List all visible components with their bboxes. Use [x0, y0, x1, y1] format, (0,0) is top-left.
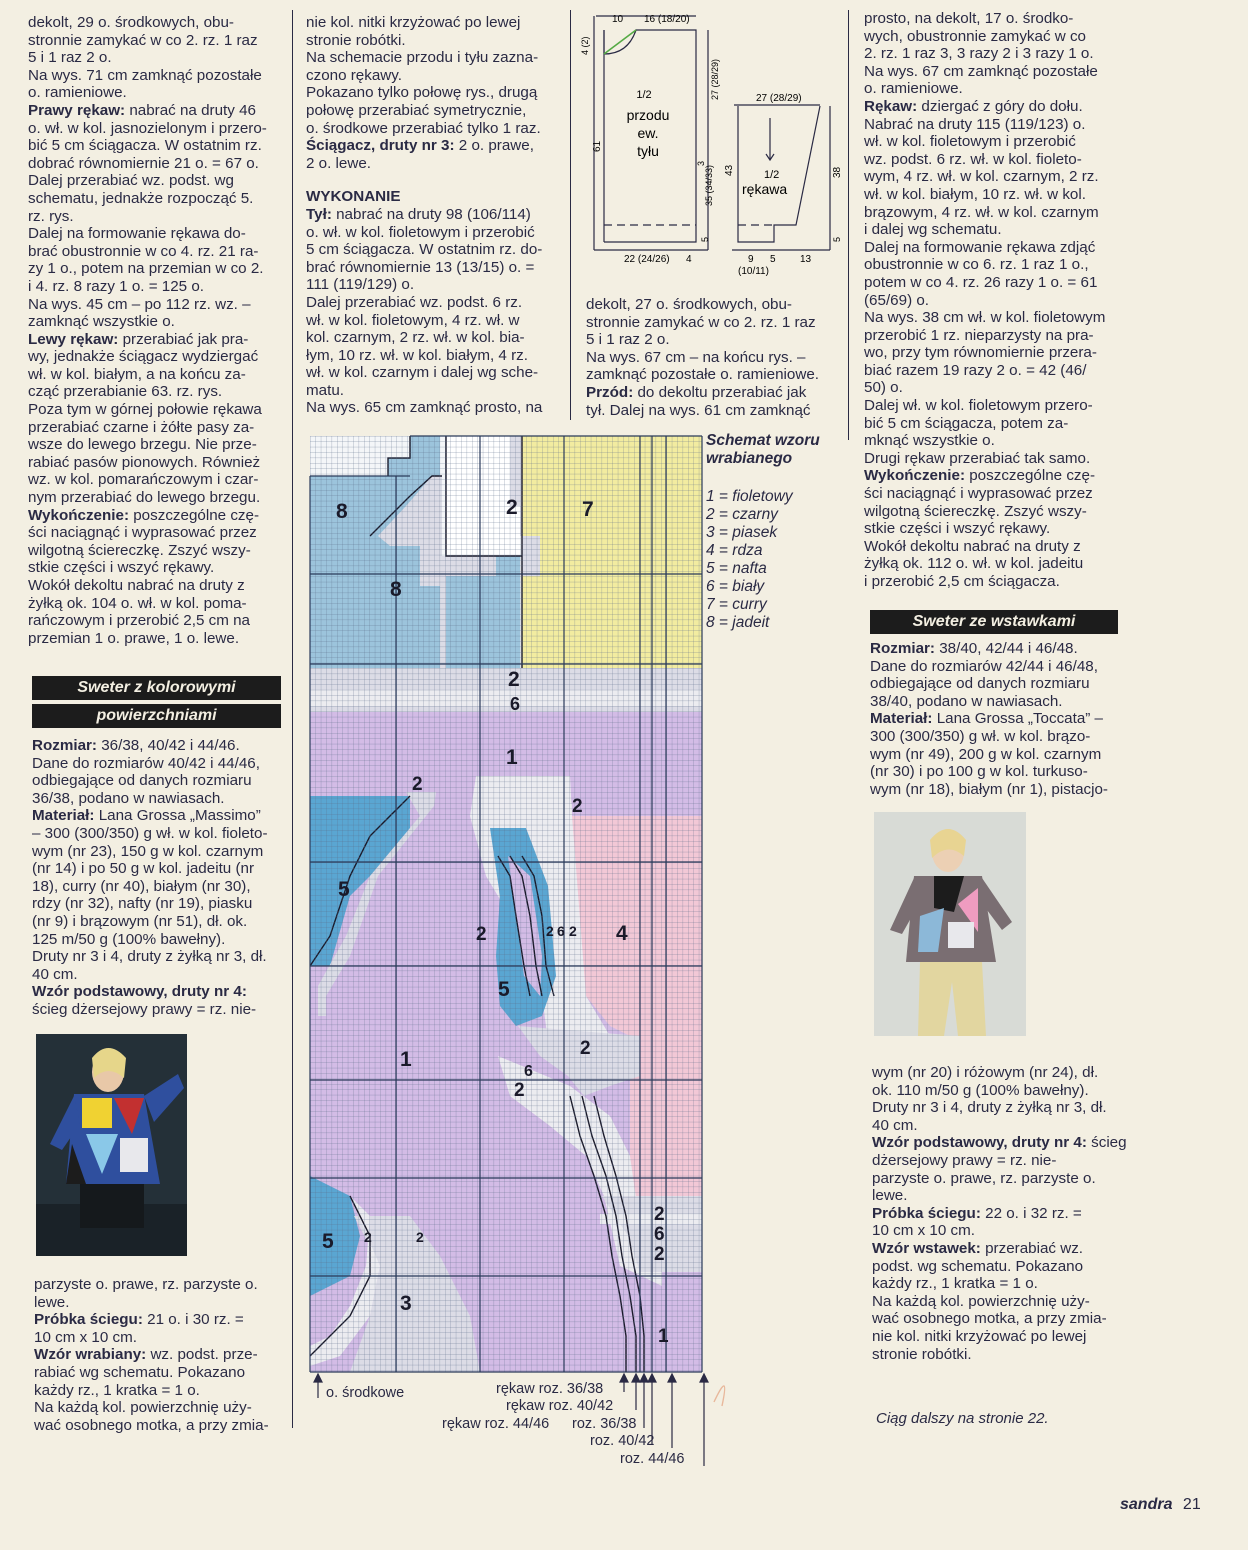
chart-label-2i: 2: [514, 1080, 525, 1101]
rekaw-text-line-19: mknąć wszystkie o.: [864, 432, 995, 450]
section2-header: [870, 610, 1118, 638]
rozmiar-text-line-2: odbiegające od danych rozmiaru: [32, 772, 252, 790]
material-text-line-0: Lana Grossa „Massimo”: [98, 807, 261, 825]
prawy-rekaw-text: [28, 102, 267, 330]
chart-label-1a: 1: [506, 746, 518, 769]
col3-text-line-3: Na wys. 67 cm – na końcu rys. –: [586, 348, 806, 366]
prawy-rekaw-text-line-2: bić 5 cm ściągacza. W ostatnim rz.: [28, 137, 262, 155]
rekaw-text-line-3: wz. podst. 6 rz. wł. w kol. fioleto-: [864, 150, 1082, 168]
column-1: [28, 14, 282, 647]
chart-label-5c: 5: [322, 1230, 334, 1253]
lewy-rekaw-text-line-5: przerabiać czarne i żółte pasy za-: [28, 418, 255, 436]
photo-sweater-colored: [36, 1034, 187, 1256]
tyl-text-line-0: nabrać na druty 98 (106/114): [336, 205, 531, 223]
chart-label-2b: 2: [508, 668, 520, 691]
wykonczenie-text-line-5: żyłką ok. 104 o. wł. w kol. poma-: [28, 594, 247, 612]
section1-title-line2: powierzchniami: [32, 704, 281, 728]
wzor-wstawek-text-line-5: nie kol. nitki krzyżować po lewej: [872, 1327, 1087, 1345]
probka1-text-line-0: 21 o. i 30 rz. =: [147, 1311, 244, 1329]
rozmiar2-text-line-2: odbiegające od danych rozmiaru: [870, 675, 1090, 693]
schem-bottom-4: 4: [686, 254, 692, 265]
probka2-label: Próbka ściegu:: [872, 1204, 981, 1222]
col4-after-text: [872, 1064, 1128, 1134]
legend-item-2: 2 = czarny: [706, 506, 778, 523]
chart-label-2e: 2: [476, 924, 487, 945]
wzor-wstawek-label: Wzór wstawek:: [872, 1239, 981, 1257]
wzor-wstawek-text-line-3: Na każdą kol. powierzchnię uży-: [872, 1292, 1090, 1310]
rozmiar-text-line-3: 36/38, podano w nawiasach.: [32, 789, 225, 807]
legend-item-5: 5 = nafta: [706, 560, 767, 577]
chart-label-8a: 8: [336, 500, 348, 523]
legend-item-4: 4 = rdza: [706, 542, 763, 559]
probka2-text-line-0: 22 o. i 32 rz. =: [985, 1204, 1082, 1222]
col2-intro-line-1: stronie robótki.: [306, 31, 406, 49]
rekaw-text-line-5: wł. w kol. białym, 10 rz. wł. w kol.: [864, 185, 1086, 203]
przod-text-line-0: do dekoltu przerabiać jak: [637, 383, 807, 401]
wzor-wrabiany-label: Wzór wrabiany:: [34, 1346, 147, 1364]
wykonczenie2-text-line-5: żyłką ok. 112 o. wł. w kol. jadeitu: [864, 555, 1084, 573]
rekaw-text-line-16: 50) o.: [864, 379, 903, 397]
material-text-line-3: (nr 14) i po 50 g w kol. jadeitu (nr: [32, 860, 255, 878]
schem-h3: 3: [696, 160, 706, 166]
col4-intro-line-3: Na wys. 67 cm zamknąć pozostałe: [864, 62, 1098, 80]
wzor-wstawek-text: [872, 1240, 1107, 1363]
rozmiar-text-line-0: 36/38, 40/42 i 44/46.: [101, 737, 240, 754]
material-text-line-7: 125 m/50 g (100% bawełny).: [32, 930, 226, 948]
col1-bottom-text-line-0: parzyste o. prawe, rz. parzyste o.: [34, 1276, 258, 1293]
lewy-rekaw-label: Lewy rękaw:: [28, 330, 119, 348]
wzor-wstawek-text-line-4: wać osobnego motka, a przy zmia-: [872, 1310, 1107, 1328]
chart-label-6a: 6: [510, 694, 521, 714]
tyl-text-line-11: Na wys. 65 cm zamknąć prosto, na: [306, 399, 543, 417]
prawy-rekaw-text-line-6: rz. rys.: [28, 207, 74, 225]
chart-label-2m: 2: [416, 1229, 424, 1245]
col4-intro-line-0: prosto, na dekolt, 17 o. środko-: [864, 10, 1074, 27]
page-footer: [1120, 1496, 1201, 1514]
chart-label-2j: 2: [654, 1204, 665, 1225]
roz-1: roz. 36/38: [572, 1416, 637, 1432]
material-text-line-6: (nr 9) i brązowym (nr 51), dł. ok.: [32, 912, 248, 930]
chart-label-2l: 2: [364, 1229, 372, 1245]
chart-label-2c: 2: [412, 774, 423, 795]
material2-text-line-1: 300 (300/350) g wł. w kol. brązo-: [870, 727, 1091, 745]
rekaw-text-line-11: (65/69) o.: [864, 291, 930, 309]
section1-header: [32, 676, 281, 732]
schem-h5: 5: [700, 236, 710, 242]
wykonczenie-text-line-4: Wokół dekoltu nabrać na druty z: [28, 577, 245, 594]
wykonczenie-label: Wykończenie:: [28, 506, 129, 524]
material-text: [32, 807, 268, 982]
lewy-rekaw-text-line-4: Poza tym w górnej połowie rękawa: [28, 401, 262, 419]
rekaw-text-line-1: Nabrać na druty 115 (119/123) o.: [864, 115, 1086, 133]
tyl-text-line-5: Dalej przerabiać wz. podst. 6 rz.: [306, 293, 523, 311]
chart-label-7: 7: [582, 498, 594, 521]
wykonczenie2-label: Wykończenie:: [864, 467, 965, 485]
prawy-rekaw-text-line-12: zamknąć wszystkie o.: [28, 313, 175, 331]
lewy-rekaw-text: [28, 331, 262, 506]
col1-intro-line-1: stronnie zamykać w co 2. rz. 1 raz: [28, 31, 258, 49]
chart-label-3: 3: [400, 1292, 412, 1315]
column-3: [586, 296, 838, 419]
schem-sleeve-center-1: 1/2: [764, 169, 780, 181]
rozmiar2-label: Rozmiar:: [870, 640, 935, 657]
schem-right-top: 27 (28/29): [710, 58, 720, 100]
chart-legend: [706, 432, 820, 632]
column-1-bottom: [34, 1276, 286, 1434]
lewy-rekaw-text-line-8: wz. w kol. pomarańczowym i czar-: [28, 471, 259, 489]
col3-text: [586, 296, 838, 384]
prawy-rekaw-text-line-9: zy 1 o., potem na przemian w co 2.: [28, 260, 264, 278]
schem-center-2: przodu: [626, 107, 670, 123]
tyl-text-line-7: kol. czarnym, 2 rz. wł. w kol. bia-: [306, 329, 525, 347]
wzor-podst-label: Wzór podstawowy, druty nr 4:: [32, 983, 247, 1001]
wzor-wrabiany-text-line-0: wz. podst. prze-: [150, 1346, 258, 1364]
col3-text-line-1: stronnie zamykać w co 2. rz. 1 raz: [586, 313, 816, 331]
przod-label: Przód:: [586, 383, 634, 401]
photo-sweater-inserts: [874, 812, 1026, 1036]
col1-intro-line-2: 5 i 1 raz 2 o.: [28, 49, 112, 67]
legend-title-2: wrabianego: [706, 450, 793, 467]
rekaw-text-line-14: wo, przy tym równomiernie przera-: [864, 344, 1097, 362]
sciagacz-text-line-1: 2 o. lewe.: [306, 154, 372, 172]
col4-intro: [864, 10, 1120, 98]
rekaw-text-line-8: Dalej na formowanie rękawa zdjąć: [864, 238, 1096, 256]
legend-item-3: 3 = piasek: [706, 524, 778, 541]
column-4-bottom: [872, 1064, 1128, 1363]
col3-text-line-4: zamknąć pozostałe o. ramieniowe.: [586, 366, 819, 384]
wykonczenie2-text-line-0: poszczególne czę-: [969, 467, 1096, 485]
tyl-text-line-1: o. wł. w kol. fioletowym i przerobić: [306, 223, 535, 241]
wykonczenie2-text-line-6: i przerobić 2,5 cm ściągacza.: [864, 573, 1060, 590]
chart-label-2k: 2: [654, 1244, 665, 1265]
chart-label-4: 4: [616, 922, 628, 945]
col3-text-line-2: 5 i 1 raz 2 o.: [586, 331, 670, 349]
rekaw-roz-2: rękaw roz. 40/42: [506, 1398, 614, 1414]
col4-intro-line-2: 2. rz. 1 raz 3, 3 razy 2 i 3 razy 1 o.: [864, 45, 1094, 63]
col4-after-text-line-2: Druty nr 3 i 4, druty z żyłką nr 3, dł.: [872, 1099, 1107, 1117]
rozmiar2-text-line-0: 38/40, 42/44 i 46/48.: [939, 640, 1078, 657]
col2-intro-line-3: czono rękawy.: [306, 66, 402, 84]
chart-label-1c: 1: [658, 1326, 669, 1347]
schem-sleeve-left: 43: [724, 164, 735, 176]
schem-sleeve-right: 38: [832, 166, 843, 178]
wykonczenie2-text-line-2: wilgotną ściereczkę. Zszyć wszy-: [864, 502, 1087, 520]
chart-label-6d: 6: [654, 1224, 665, 1245]
chart-label-2g: 2: [569, 923, 577, 939]
column-rule-3: [848, 10, 849, 440]
rozmiar2-text-line-1: Dane do rozmiarów 42/44 i 46/48,: [870, 657, 1098, 675]
lewy-rekaw-text-line-7: rabiać pasów pionowych. Również: [28, 453, 261, 471]
schem-sleeve-bottom-b: 5: [770, 254, 776, 265]
chart-label-2d: 2: [572, 796, 583, 817]
wykonczenie-text-line-3: stkie części i wszyć rękawy.: [28, 559, 215, 577]
col1-bottom-text: [34, 1276, 286, 1311]
rekaw-text-line-6: brązowym, 4 rz. wł. w kol. czarnym: [864, 203, 1099, 221]
roz-3: roz. 44/46: [620, 1451, 685, 1467]
material-text-line-5: rdzy (nr 32), nafty (nr 19), piasku: [32, 895, 253, 913]
lewy-rekaw-text-line-2: wł. w kol. białym, a na końcu za-: [28, 365, 246, 383]
col4-after-text-line-3: 40 cm.: [872, 1116, 918, 1134]
wzor-wrabiany-text-line-1: rabiać wg schematu. Pokazano: [34, 1363, 246, 1381]
rekaw-text-line-20: Drugi rękaw przerabiać tak samo.: [864, 449, 1091, 467]
footer-brand: sandra: [1120, 1496, 1173, 1513]
col4-intro-line-4: o. ramieniowe.: [864, 80, 963, 98]
prawy-rekaw-text-line-0: nabrać na druty 46: [129, 101, 256, 119]
col1-intro-line-3: Na wys. 71 cm zamknąć pozostałe: [28, 66, 262, 84]
schem-left-small: 4 (2): [580, 36, 590, 55]
rekaw-text-line-12: Na wys. 38 cm wł. w kol. fioletowym: [864, 309, 1106, 327]
section2-title: Sweter ze wstawkami: [870, 610, 1118, 634]
rekaw-roz-1: rękaw roz. 36/38: [496, 1381, 604, 1397]
tyl-text: [306, 206, 542, 417]
schem-center-1: 1/2: [636, 89, 652, 101]
column-rule-1: [292, 10, 293, 1428]
schem-sleeve-top: 27 (28/29): [756, 93, 802, 104]
chart-label-2h: 2: [580, 1038, 591, 1059]
col1-intro-line-4: o. ramieniowe.: [28, 84, 127, 102]
schem-mid-right: 35 (34/33): [704, 164, 714, 206]
lewy-rekaw-text-line-9: nym przerabiać do lewego brzegu.: [28, 489, 261, 507]
schem-top-a: 10: [612, 14, 624, 25]
col2-intro: [306, 14, 558, 137]
schematic-diagram: [580, 10, 846, 280]
chart-label-2a: 2: [506, 496, 518, 519]
continued-note: Ciąg dalszy na stronie 22.: [876, 1410, 1049, 1427]
rekaw-text-line-18: bić 5 cm ściągacza, potem za-: [864, 414, 1069, 432]
chart-label-5a: 5: [338, 878, 350, 901]
tyl-text-line-9: wł. w kol. czarnym i dalej wg sche-: [306, 364, 539, 382]
wzor-podst2-label: Wzór podstawowy, druty nr 4:: [872, 1134, 1087, 1152]
knitting-chart: [310, 436, 702, 1372]
wykonanie-title: WYKONANIE: [306, 188, 401, 206]
material-text-line-1: – 300 (300/350) g wł. w kol. fioleto-: [32, 824, 268, 842]
col2-intro-line-2: Na schemacie przodu i tyłu zazna-: [306, 49, 539, 67]
prawy-rekaw-text-line-7: Dalej na formowanie rękawa do-: [28, 225, 246, 243]
wykonczenie-text-line-0: poszczególne czę-: [133, 506, 260, 524]
tyl-text-line-2: 5 cm ściągacza. W ostatnim rz. do-: [306, 241, 543, 259]
rozmiar2-text-line-3: 38/40, podano w nawiasach.: [870, 692, 1063, 710]
col2-intro-line-5: połowę przerabiać symetrycznie,: [306, 101, 527, 119]
tyl-label: Tył:: [306, 205, 332, 223]
lewy-rekaw-text-line-0: przerabiać jak pra-: [122, 330, 249, 348]
wzor-podst-text-line-0: ścieg dżersejowy prawy = rz. nie-: [32, 1000, 257, 1018]
tyl-text-line-4: 111 (119/129) o.: [306, 276, 415, 294]
material-text-line-4: 18), curry (nr 40), białym (nr 30),: [32, 877, 251, 895]
material2-label: Materiał:: [870, 710, 933, 728]
rekaw-text-line-0: dziergać z góry do dołu.: [921, 97, 1083, 115]
chart-label-2f: 2: [546, 923, 554, 939]
rekaw-text: [864, 98, 1105, 467]
material2-text-line-2: wym (nr 49), 200 g w kol. czarnym: [870, 745, 1102, 763]
material2-text-line-3: (nr 30) i po 100 g w kol. turkuso-: [870, 763, 1088, 781]
column-1-lower: [32, 737, 282, 1019]
col1-intro: [28, 14, 282, 102]
col2-intro-line-6: o. środkowe przerabiać tylko 1 raz.: [306, 119, 541, 137]
col4-after-text-line-1: ok. 110 m/50 g (100% bawełny).: [872, 1081, 1089, 1099]
wzor-wrabiany-text-line-3: Na każdą kol. powierzchnię uży-: [34, 1399, 252, 1417]
schem-sleeve-bottom-c: 13: [800, 254, 812, 265]
col2-intro-line-4: Pokazano tylko połowę rys., drugą: [306, 84, 538, 102]
schem-top-b: 16 (18/20): [644, 14, 690, 25]
schem-center-4: tyłu: [637, 143, 659, 159]
wzor-wstawek-text-line-1: podst. wg schematu. Pokazano: [872, 1257, 1084, 1275]
legend-item-1: 1 = fioletowy: [706, 488, 793, 505]
column-4: [864, 10, 1120, 591]
prawy-rekaw-text-line-10: i 4. rz. 8 razy 1 o. = 125 o.: [28, 277, 205, 295]
tyl-text-line-3: brać równomiernie 13 (13/15) o. =: [306, 258, 535, 276]
rekaw-text-line-7: i dalej wg schematu.: [864, 221, 1002, 239]
chart-label-6c: 6: [524, 1063, 533, 1080]
wykonczenie-text-line-2: wilgotną ściereczkę. Zszyć wszy-: [28, 541, 251, 559]
lewy-rekaw-text-line-6: wsze do lewego brzegu. Nie prze-: [28, 436, 257, 454]
material-text-line-2: wym (nr 23), 150 g w kol. czarnym: [32, 842, 264, 860]
chart-label-8b: 8: [390, 578, 402, 601]
prawy-rekaw-text-line-11: Na wys. 45 cm – po 112 rz. wz. –: [28, 295, 251, 313]
schem-sleeve-bottom-sub: (10/11): [738, 266, 769, 277]
rozmiar-text-line-1: Dane do rozmiarów 40/42 i 44/46,: [32, 754, 260, 772]
probka1-text-line-1: 10 cm x 10 cm.: [34, 1328, 137, 1346]
wzor-wstawek-text-line-6: stronie robótki.: [872, 1345, 972, 1363]
wykonczenie-text-line-6: rańczowym i przerobić 2,5 cm na: [28, 612, 250, 630]
material2-text-line-4: wym (nr 18), białym (nr 1), pistacjo-: [870, 780, 1108, 798]
lewy-rekaw-text-line-3: cząć przerabianie 63. rz. rys.: [28, 383, 223, 401]
legend-item-7: 7 = curry: [706, 596, 767, 613]
wzor-wrabiany-text-line-2: każdy rz., 1 kratka = 1 o.: [34, 1381, 200, 1399]
wzor-podst2-text-line-0: ścieg dżersejowy prawy = rz. nie-: [872, 1134, 1127, 1169]
column-rule-2: [570, 10, 571, 420]
wykonczenie2-text-line-3: stkie części i wszyć rękawy.: [864, 520, 1051, 538]
o-srodkowe-label: o. środkowe: [326, 1385, 405, 1401]
wzor-podst2-text-line-1: parzyste o. prawe, rz. parzyste o.: [872, 1169, 1096, 1187]
column-4-lower: [870, 640, 1126, 798]
wykonczenie-text-line-7: przemian 1 o. prawe, 1 o. lewe.: [28, 629, 240, 647]
prawy-rekaw-text-line-4: Dalej przerabiać wz. podst. wg: [28, 172, 234, 190]
material-text-line-9: 40 cm.: [32, 965, 78, 983]
rozmiar-label: Rozmiar:: [32, 737, 97, 754]
material-label: Materiał:: [32, 807, 95, 825]
chart-label-5b: 5: [498, 978, 510, 1001]
wzor-wstawek-text-line-2: każdy rz., 1 kratka = 1 o.: [872, 1275, 1038, 1293]
prawy-rekaw-text-line-8: brać obustronnie w co 4. rz. 21 ra-: [28, 242, 259, 260]
col1-intro-line-0: dekolt, 29 o. środkowych, obu-: [28, 14, 234, 31]
prawy-rekaw-text-line-1: o. wł. w kol. jasnozielonym i przero-: [28, 119, 267, 137]
chart-label-1b: 1: [400, 1048, 412, 1071]
rekaw-roz-3: rękaw roz. 44/46: [442, 1416, 550, 1432]
prawy-rekaw-label: Prawy rękaw:: [28, 101, 126, 119]
przod-text-line-1: tył. Dalej na wys. 61 cm zamknąć: [586, 401, 811, 419]
col2-intro-line-0: nie kol. nitki krzyżować po lewej: [306, 14, 521, 31]
col3-text-line-0: dekolt, 27 o. środkowych, obu-: [586, 296, 792, 313]
schem-bottom: 22 (24/26): [624, 254, 670, 265]
sciagacz-text-line-0: 2 o. prawe,: [458, 137, 534, 155]
legend-title-1: Schemat wzoru: [706, 432, 820, 449]
column-2: [306, 14, 558, 417]
rekaw-text-line-13: przerobić 1 rz. nieparzysty na pra-: [864, 326, 1094, 344]
sciagacz-label: Ściągacz, druty nr 3:: [306, 137, 455, 155]
rekaw-text-line-17: Dalej wł. w kol. fioletowym przero-: [864, 397, 1093, 415]
wykonczenie-text-line-1: ści naciągnąć i wyprasować przez: [28, 524, 257, 542]
material2-text-line-0: Lana Grossa „Toccata” –: [936, 710, 1104, 728]
rekaw-text-line-15: biać razem 19 razy 2 o. = 42 (46/: [864, 361, 1087, 379]
rekaw-text-line-4: wym, 4 rz. wł. w kol. czarnym, 2 rz.: [864, 168, 1099, 186]
rekaw-text-line-10: potem w co 4. rz. 26 razy 1 o. = 61: [864, 273, 1098, 291]
rekaw-text-line-2: wł. w kol. fioletowym i przerobić: [864, 133, 1076, 151]
chart-label-6b: 6: [557, 923, 565, 939]
col1-bottom-text-line-1: lewe.: [34, 1293, 70, 1311]
wzor-podst2-text-line-2: lewe.: [872, 1187, 908, 1205]
lewy-rekaw-text-line-1: wy, jednakże ściągacz wydziergać: [28, 348, 259, 366]
tyl-text-line-10: matu.: [306, 381, 344, 399]
legend-item-6: 6 = biały: [706, 578, 765, 595]
material-text-line-8: Druty nr 3 i 4, druty z żyłką nr 3, dł.: [32, 948, 267, 966]
wykonczenie2-text-line-4: Wokół dekoltu nabrać na druty z: [864, 537, 1081, 555]
col4-after-text-line-0: wym (nr 20) i różowym (nr 24), dł.: [872, 1064, 1099, 1081]
prawy-rekaw-text-line-5: schematu, jednakże rozpocząć 5.: [28, 189, 254, 207]
section1-title-line1: Sweter z kolorowymi: [32, 676, 281, 700]
wykonczenie2-text: [864, 467, 1095, 590]
rekaw-label: Rękaw:: [864, 97, 918, 115]
rekaw-text-line-9: obustronnie w co 6. rz. 1 raz 1 o.,: [864, 256, 1089, 274]
col4-intro-line-1: wych, obustronnie zamykać w co: [864, 27, 1086, 45]
footer-page-number: 21: [1182, 1496, 1201, 1513]
schem-sleeve-b5: 5: [832, 236, 842, 242]
roz-2: roz. 40/42: [590, 1433, 655, 1449]
wzor-wrabiany-text-line-4: wać osobnego motka, a przy zmia-: [34, 1416, 269, 1434]
tyl-text-line-8: łym, 10 rz. wł. w kol. białym, 4 rz.: [306, 346, 528, 364]
legend-item-8: 8 = jadeit: [706, 614, 770, 631]
schem-center-3: ew.: [637, 125, 659, 141]
prawy-rekaw-text-line-3: dobrać równomiernie 21 o. = 67 o.: [28, 154, 259, 172]
tyl-text-line-6: wł. w kol. fioletowym, 4 rz. wł. w: [306, 311, 520, 329]
probka1-label: Próbka ściegu:: [34, 1311, 143, 1329]
wykonczenie2-text-line-1: ści naciągnąć i wyprasować przez: [864, 485, 1093, 503]
probka2-text-line-1: 10 cm x 10 cm.: [872, 1222, 975, 1240]
schem-sleeve-bottom-a: 9: [748, 254, 754, 265]
schem-sleeve-center-2: rękawa: [742, 181, 788, 197]
schem-left-tall: 61: [592, 140, 603, 152]
wykonczenie-text: [28, 507, 259, 647]
wzor-wstawek-text-line-0: przerabiać wz.: [985, 1239, 1084, 1257]
wzor-podst-text: [32, 1001, 256, 1018]
